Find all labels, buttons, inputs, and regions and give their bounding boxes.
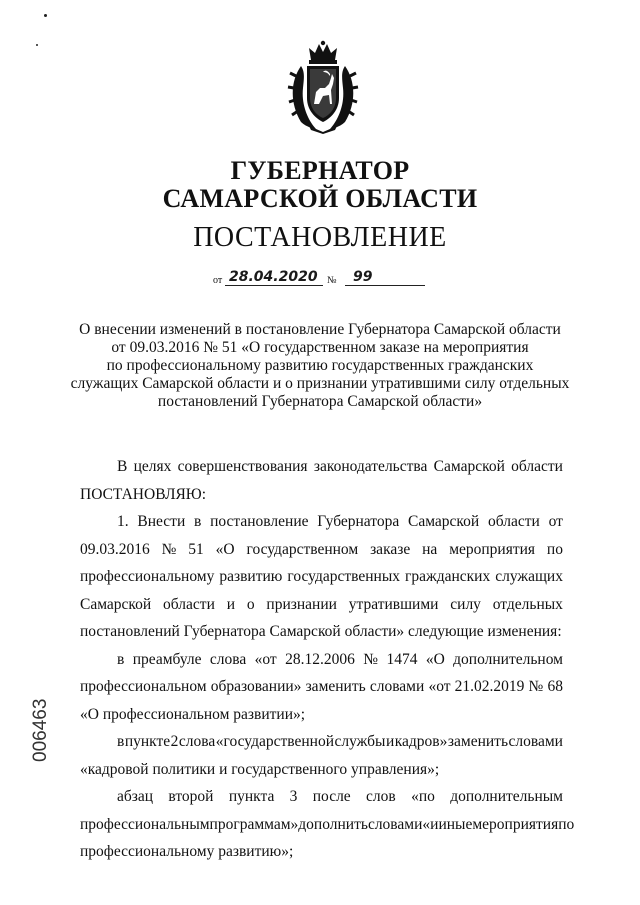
scan-speck <box>36 44 38 46</box>
paragraph-line: ПОСТАНОВЛЯЮ: <box>80 485 207 503</box>
handwritten-number: 99 <box>353 269 373 285</box>
subject-line: О внесении изменений в постановление Губернатора Самарской области <box>79 321 561 338</box>
document-subject <box>60 321 580 411</box>
samara-coat-of-arms-icon <box>287 40 359 134</box>
issuer-title: ГУБЕРНАТОР <box>230 156 410 185</box>
paragraph-line: Самарской области и о признании утратившими силу отдельных <box>80 595 563 613</box>
date-underline <box>225 285 323 286</box>
paragraph-line: профессиональному развитию»; <box>80 843 294 860</box>
subject-line: постановлений Губернатора Самарской области» <box>157 393 483 410</box>
paragraph-line: в пункте 2 слова «государственной службы и кадров» заменить словами <box>117 733 563 750</box>
paragraph-line: в преамбуле слова «от 28.12.2006 № 1474 «О дополнительном <box>117 650 563 668</box>
paragraph-line: профессиональному развитию государственных гражданских служащих <box>80 568 563 585</box>
number-label: № <box>327 275 337 286</box>
paragraph-line: абзац второй пункта 3 после слов «по дополнительным <box>117 788 563 805</box>
issuer-region: САМАРСКОЙ ОБЛАСТИ <box>162 184 478 213</box>
document-type: ПОСТАНОВЛЕНИЕ <box>193 222 447 253</box>
number-underline <box>345 285 425 286</box>
date-number-line <box>213 268 443 290</box>
paragraph-line: постановлений Губернатора Самарской области» следующие изменения: <box>80 623 562 640</box>
paragraph-line: «кадровой политики и государственного управления»; <box>80 760 440 778</box>
paragraph-line: профессиональном образовании» заменить словами «от 21.02.2019 № 68 <box>80 678 563 695</box>
paragraph-line: 1. Внести в постановление Губернатора Самарской области от <box>117 513 563 530</box>
serial-stamp: 006463 <box>30 698 51 762</box>
paragraph-line: В целях совершенствования законодательства Самарской области <box>117 458 563 475</box>
handwritten-date: 28.04.2020 <box>229 269 318 285</box>
paragraph-line: профессиональным программам» дополнить словами «и иные мероприятия по <box>80 815 575 833</box>
scan-speck <box>44 14 47 17</box>
subject-line: по профессиональному развитию государственных гражданских <box>106 357 534 374</box>
subject-line: от 09.03.2016 № 51 «О государственном заказе на мероприятия <box>111 339 529 356</box>
paragraph-line: «О профессиональном развитии»; <box>80 705 306 723</box>
subject-line: служащих Самарской области и о признании утратившими силу отдельных <box>70 375 570 392</box>
document-body <box>80 458 575 861</box>
paragraph-line: 09.03.2016 № 51 «О государственном заказе на мероприятия по <box>80 540 563 558</box>
date-label: от <box>213 275 223 286</box>
